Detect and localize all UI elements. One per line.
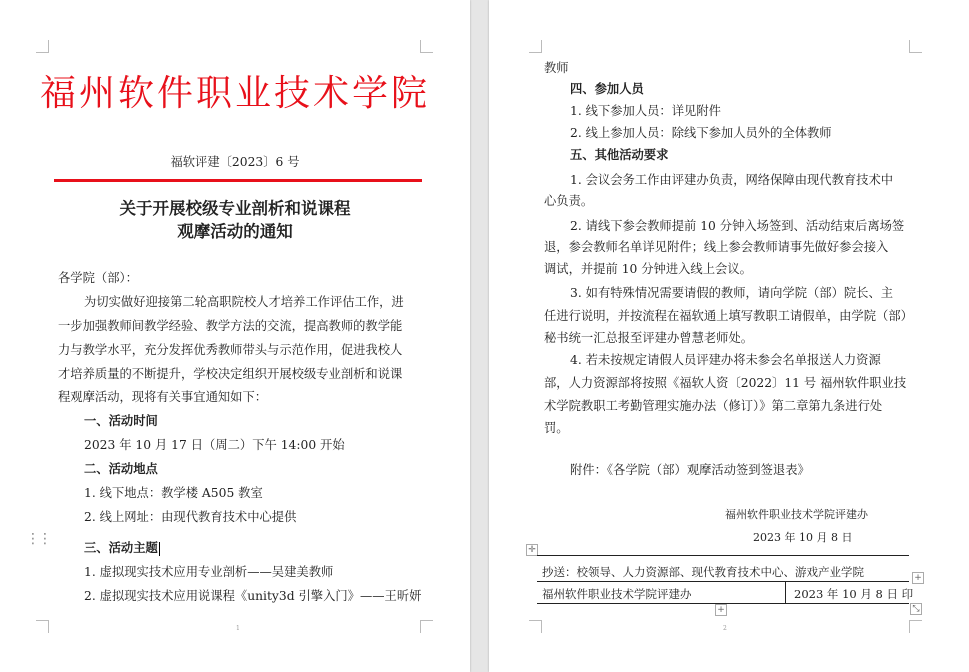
requirement-line: 1. 会议会务工作由评建办负责，网络保障由现代教育技术中: [570, 173, 894, 187]
requirement-line: 部，人力资源部将按照《福软人资〔2022〕11 号 福州软件职业技: [544, 376, 907, 390]
intro-line: 一步加强教师间教学经验、教学方法的交流，提高教师的教学能: [58, 319, 403, 333]
table-resize-handle-icon[interactable]: ⤡: [910, 603, 922, 615]
add-column-icon[interactable]: +: [912, 572, 924, 584]
intro-line: 为切实做好迎接第二轮高职院校人才培养工作评估工作，进: [84, 295, 404, 309]
section1-heading: 一、活动时间: [84, 413, 158, 428]
requirement-line: 秘书统一汇总报至评建办曾慧老师处。: [544, 331, 754, 345]
signature-date: 2023 年 10 月 8 日: [753, 531, 853, 544]
add-row-icon[interactable]: +: [715, 604, 727, 616]
table-row-divider: [537, 581, 909, 582]
document-page-1: [0, 0, 470, 672]
requirement-line: 3. 如有特殊情况需要请假的教师，请向学院（部）院长、主: [570, 286, 894, 300]
intro-line: 才培养质量的不断提升，学校决定组织开展校级专业剖析和说课: [58, 367, 403, 381]
table-move-handle-icon[interactable]: ✛: [526, 544, 538, 556]
requirement-line: 心负责。: [544, 194, 594, 208]
document-page-2: [489, 0, 969, 672]
requirement-line: 2. 请线下参会教师提前 10 分钟入场签到、活动结束后离场签: [570, 219, 905, 233]
margin-mark-bottom-left: [36, 620, 49, 633]
signature-org: 福州软件职业技术学院评建办: [725, 508, 868, 521]
continuation-text: 教师: [544, 61, 569, 75]
activity-time: 2023 年 10 月 17 日（周二）下午 14:00 开始: [84, 438, 345, 452]
requirement-line: 4. 若未按规定请假人员评建办将未参会名单报送人力资源: [570, 353, 881, 367]
page-number: 2: [723, 625, 727, 632]
intro-line: 程观摩活动，现将有关事宜通知如下：: [58, 390, 268, 404]
cc-line: 抄送：校领导、人力资源部、现代教育技术中心、游戏产业学院: [542, 565, 864, 579]
section5-heading: 五、其他活动要求: [570, 147, 669, 162]
salutation: 各学院（部）：: [58, 271, 138, 285]
red-divider-line: [54, 179, 422, 182]
theme-item: 1. 虚拟现实技术应用专业剖析——吴建美教师: [84, 565, 334, 579]
section2-heading: 二、活动地点: [84, 461, 158, 476]
margin-mark-top-right: [420, 40, 433, 53]
requirement-line: 术学院教职工考勤管理实施办法（修订）》第二章第九条进行处: [544, 399, 883, 413]
issuer: 福州软件职业技术学院评建办: [542, 587, 692, 601]
margin-mark-bottom-left: [529, 620, 542, 633]
school-name-header: 福州软件职业技术学院: [39, 73, 430, 114]
issue-date: 2023 年 10 月 8 日 印: [794, 587, 914, 601]
margin-mark-bottom-right: [909, 620, 922, 633]
participants-online: 2. 线上参加人员：除线下参加人员外的全体教师: [570, 126, 832, 140]
section3-heading[interactable]: 三、活动主题: [84, 540, 158, 555]
requirement-line: 退，参会教师名单详见附件；线上参会教师请事先做好参会接入: [544, 240, 889, 254]
notice-title-line2: 观摩活动的通知: [177, 222, 293, 241]
intro-line: 力与教学水平，充分发挥优秀教师带头与示范作用，促进我校人: [58, 343, 403, 357]
requirement-line: 调试，并提前 10 分钟进入线上会议。: [544, 262, 752, 276]
notice-title-line1: 关于开展校级专业剖析和说课程: [119, 199, 351, 218]
participants-offline: 1. 线下参加人员：详见附件: [570, 104, 721, 118]
theme-item: 2. 虚拟现实技术应用说课程《unity3d 引擎入门》——王昕妍: [84, 589, 422, 603]
attachment-note: 附件：《各学院（部）观摩活动签到签退表》: [570, 463, 810, 477]
section4-heading: 四、参加人员: [570, 81, 644, 96]
margin-mark-top-right: [909, 40, 922, 53]
table-column-divider: [785, 581, 786, 603]
doc-number: 福软评建〔2023〕6 号: [170, 155, 300, 169]
table-border-top: [537, 555, 909, 556]
margin-mark-bottom-right: [420, 620, 433, 633]
drag-handle-icon[interactable]: ⋮⋮: [26, 531, 50, 547]
requirement-line: 罚。: [544, 421, 569, 435]
page-number: 1: [236, 625, 240, 632]
text-cursor: [159, 542, 160, 556]
location-offline: 1. 线下地点：教学楼 A505 教室: [84, 486, 263, 500]
location-online: 2. 线上网址：由现代教育技术中心提供: [84, 510, 297, 524]
margin-mark-top-left: [529, 40, 542, 53]
requirement-line: 任进行说明，并按流程在福软通上填写教职工请假单，由学院（部）: [544, 309, 913, 323]
margin-mark-top-left: [36, 40, 49, 53]
